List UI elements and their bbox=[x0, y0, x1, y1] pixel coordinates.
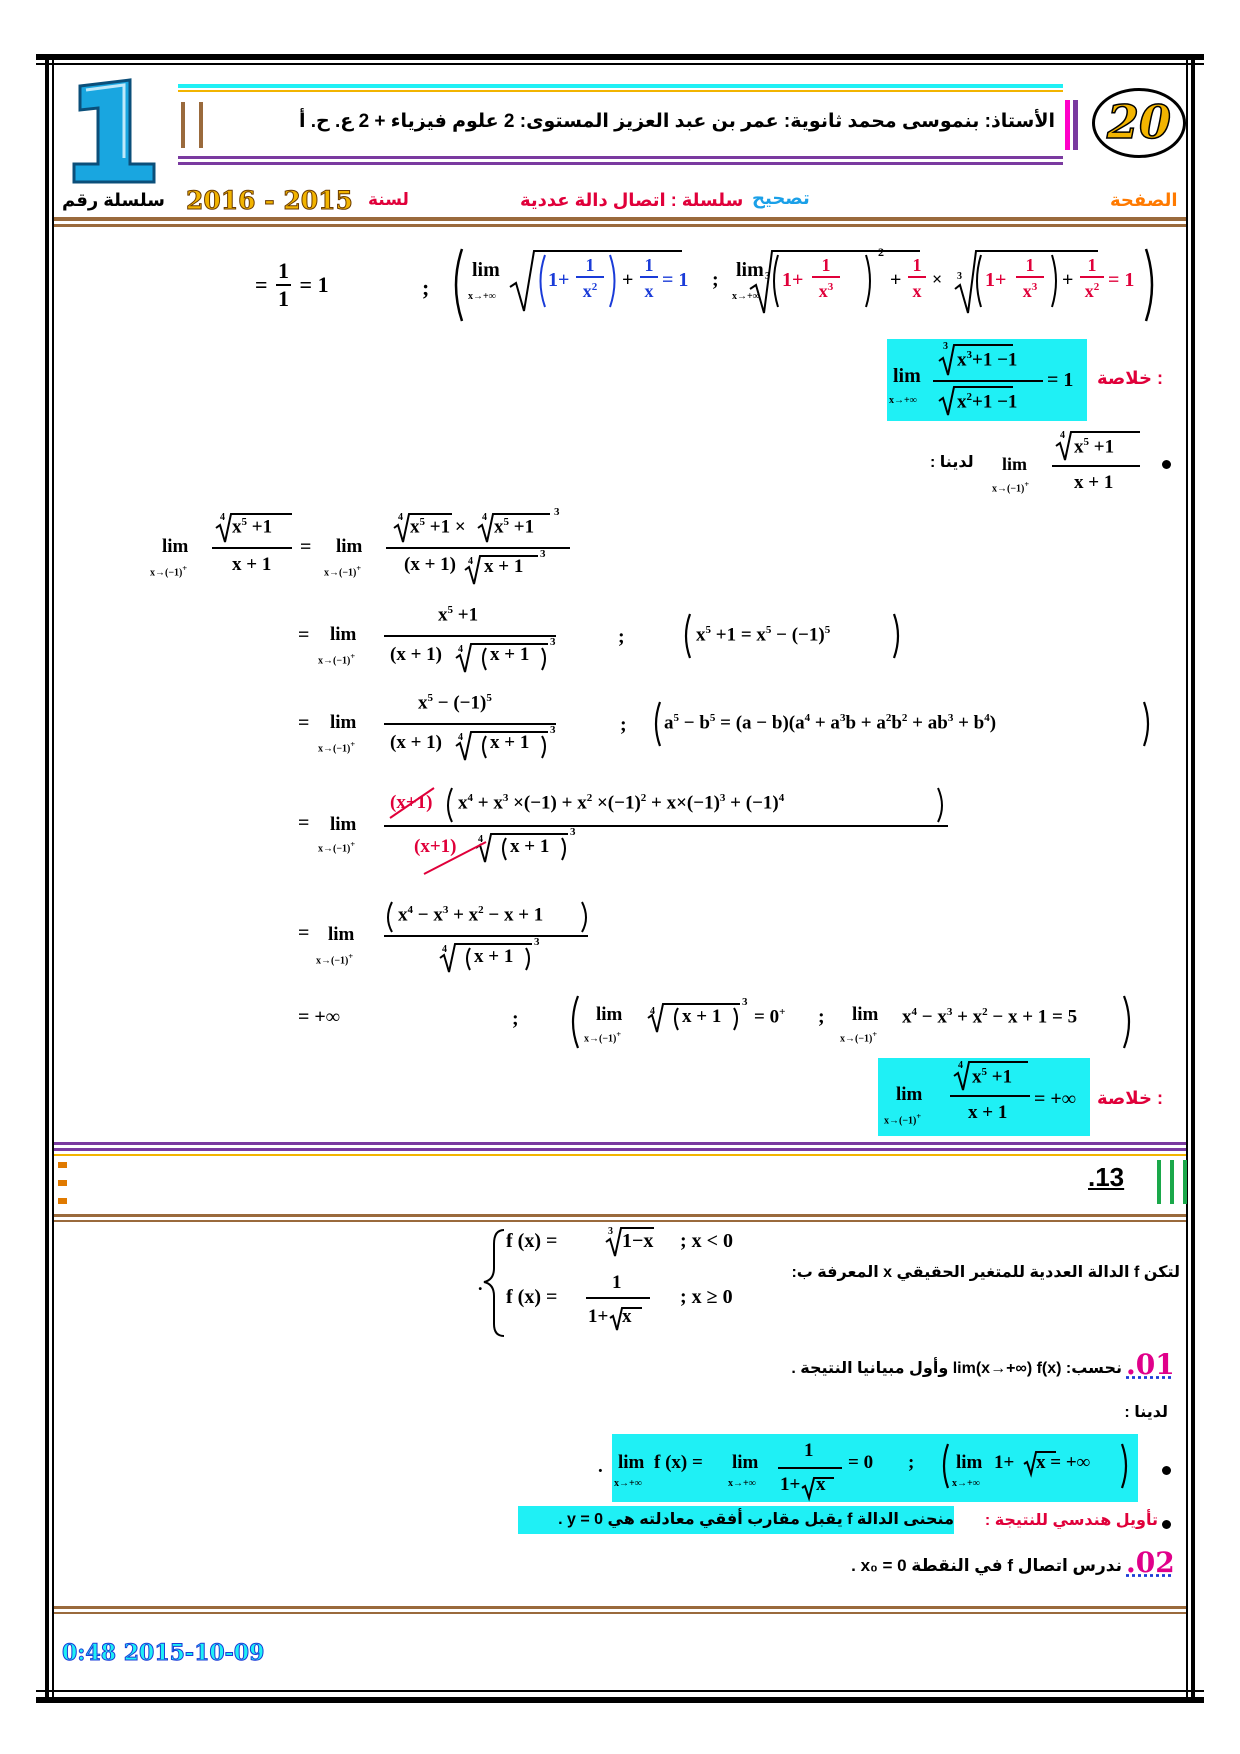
step-5: = +∞ ; lim x→(−1)+ 4 x + 1 3 = 0+ ; lim x→(−1)+ $x^4 - x^3 + x^2 - x + 1 = 5$ bbox=[298, 990, 1138, 1060]
correction-label: تصحيح bbox=[752, 188, 810, 208]
step-2: = lim x→(−1)+ $x^5 - (-1)^5$ (x + 1) 4 x + 1 3 ; $a^5 - b^5 = (a - b)(a^4 + a^3b + a^2b^2 + ab^3 + b^4)$ bbox=[298, 688, 1178, 768]
year-value: 2016 - 2015 bbox=[186, 186, 353, 215]
section-13-bars bbox=[1157, 1160, 1187, 1204]
conclusion-box-2: lim x→(−1)+ 4 $x^5 +1$ x + 1 = +∞ bbox=[878, 1058, 1090, 1136]
frame-right-rule-inner bbox=[1186, 55, 1188, 1703]
frame-bottom-rule-outer bbox=[36, 1697, 1204, 1703]
step-4: = lim x→(−1)+ $x^4 - x^3 + x^2 - x + 1$ 4 x + 1 3 bbox=[298, 896, 618, 986]
section-divider-top bbox=[54, 1142, 1186, 1145]
bullet-2 bbox=[1162, 1466, 1171, 1475]
teacher-info-line: الأستاذ: بنموسى محمد ثانوية: عمر بن عبد العزيز المستوى: 2 علوم فيزياء + 2 ع. ح. أ bbox=[298, 111, 1055, 132]
section-divider-top-3 bbox=[54, 1154, 1186, 1156]
q2-number: .02 bbox=[1126, 1546, 1175, 1579]
year-label: لسنة bbox=[368, 190, 409, 209]
page-label: الصفحة bbox=[1110, 190, 1178, 210]
geom-text: منحنى الدالة f يقبل مقارب أفقي معادلته هي y = 0 . bbox=[518, 1506, 954, 1534]
frame-right-rule bbox=[1191, 55, 1195, 1703]
series-title: سلسلة : اتصال دالة عددية bbox=[520, 190, 744, 210]
footer-divider-2 bbox=[54, 1612, 1186, 1614]
q1-answer-box: lim x→+∞ f (x) = lim x→+∞ 1 1+ x = 0 ; lim x→+∞ 1+ x = +∞ bbox=[612, 1434, 1138, 1502]
frame-left-rule-inner bbox=[52, 55, 54, 1703]
frame-top-rule-outer bbox=[36, 54, 1204, 60]
header-divider bbox=[54, 217, 1186, 221]
section-divider-top-2 bbox=[54, 1148, 1186, 1151]
q1-number: .01 bbox=[1126, 1348, 1175, 1381]
section-13-intro: لتكن f الدالة العددية للمتغير الحقيقي x المعرفة ب: bbox=[791, 1264, 1180, 1281]
page-number-badge bbox=[1092, 88, 1186, 158]
q1-text: نحسب: lim(x→+∞) f(x) وأول مبيانيا النتيجة . bbox=[791, 1360, 1122, 1377]
header-band-bottom-2 bbox=[178, 162, 1063, 165]
step-3: = lim x→(−1)+ (x+1) $x^4 + x^3 \times(-1) + x^2 \times(-1)^2 + x\times(-1)^3 + (-1)^4$ (x+1) 4 x + 1 3 bbox=[298, 776, 958, 886]
piecewise-definition: . f (x) = 3 1−x ; x < 0 f (x) = 1 1+ x ; x ≥ 0 bbox=[470, 1222, 760, 1342]
series-number-label: سلسلة رقم bbox=[62, 190, 165, 210]
q1-we-have: لدينا : bbox=[1124, 1404, 1168, 1421]
section-13-number: .13 bbox=[1088, 1162, 1125, 1192]
we-have-label-1: لدينا : bbox=[930, 454, 974, 471]
q2-text: ندرس اتصال f في النقطة x₀ = 0 . bbox=[851, 1556, 1122, 1575]
semicolon-1: ; bbox=[422, 275, 430, 300]
section-divider-bottom bbox=[54, 1214, 1186, 1217]
header-band-top-2 bbox=[178, 90, 1063, 92]
footer-divider bbox=[54, 1606, 1186, 1609]
result-one-over-one: = $\frac{1}{1}$ = 1 bbox=[255, 258, 329, 311]
series-logo bbox=[58, 72, 173, 187]
section-side-dash-3 bbox=[58, 1198, 67, 1204]
footer-timestamp: 0:48 2015-10-09 bbox=[62, 1640, 265, 1666]
geom-label: تأويل هندسي للنتيجة : bbox=[984, 1512, 1158, 1529]
q1-answer-dot: . bbox=[598, 1456, 603, 1477]
header-bar-right-purple bbox=[1073, 100, 1078, 150]
conclusion-label-2: خلاصة : bbox=[1097, 1088, 1163, 1108]
limits-group-1: lim x→+∞ 1+ 1 $x^2$ + 1 x = 1 ; lim x→+∞ 3 1+ 1 $x^3$ 2 + 1 x × 3 1+ 1 $x^3$ + 1 $x^2$ = 1 bbox=[450, 245, 1158, 325]
bullet-3 bbox=[1162, 1520, 1171, 1529]
section-side-dash-1 bbox=[58, 1162, 67, 1168]
page-number: 20 bbox=[1106, 95, 1171, 149]
frame-top-rule-inner bbox=[36, 63, 1204, 65]
conclusion-label-1: خلاصة : bbox=[1097, 368, 1163, 388]
header-bar-right-pink bbox=[1065, 100, 1070, 150]
frame-bottom-rule-inner bbox=[36, 1690, 1204, 1692]
conclusion-box-1: lim x→+∞ 3 $x^3+1 -1$ $x^2+1 -1$ = 1 bbox=[887, 339, 1087, 421]
limit-target: lim x→(−1)+ 4 $x^5 +1$ x + 1 bbox=[990, 430, 1150, 500]
section-side-dash-2 bbox=[58, 1180, 67, 1186]
header-band-top bbox=[178, 84, 1063, 88]
frame-left-rule bbox=[45, 55, 49, 1703]
step-1: = lim x→(−1)+ $x^5 +1$ (x + 1) 4 x + 1 3 ; $x^5 +1 = x^5 - (-1)^5$ bbox=[298, 600, 918, 680]
header-band-bottom bbox=[178, 156, 1063, 159]
step-0: lim x→(−1)+ 4 $x^5 +1$ x + 1 = lim x→(−1)+ 4 $x^5 +1$ × 4 $x^5 +1$ 3 (x + 1) 4 x + 1 3 bbox=[150, 512, 580, 592]
header-divider-2 bbox=[54, 224, 1186, 227]
bullet-1 bbox=[1162, 460, 1171, 469]
